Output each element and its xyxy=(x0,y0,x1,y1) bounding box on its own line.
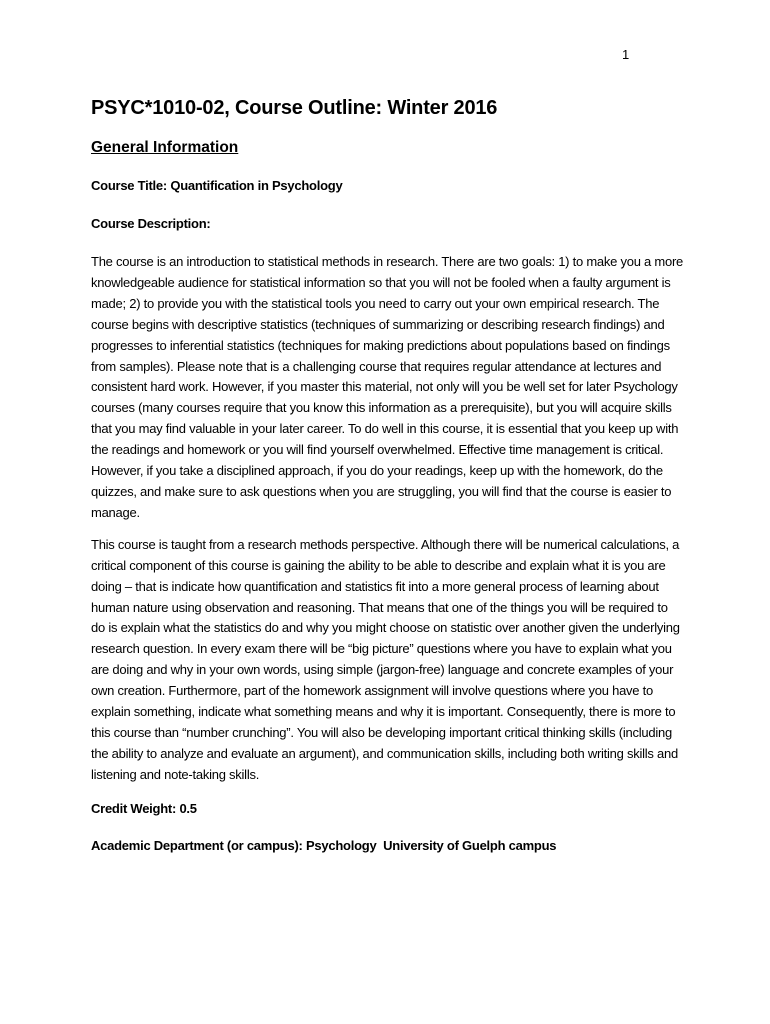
course-description-label: Course Description: xyxy=(91,216,211,231)
credit-weight: Credit Weight: 0.5 xyxy=(91,800,197,816)
academic-department: Academic Department (or campus): Psychology University of Guelph campus xyxy=(91,837,557,853)
page-content xyxy=(91,95,683,855)
page-number: 1 xyxy=(622,47,630,62)
section-heading-general-information: General Information xyxy=(91,139,239,156)
course-title: Course Title: Quantification in Psychology xyxy=(91,178,343,193)
course-description-paragraph-2: This course is taught from a research methods perspective. Although there will be numerical calculations, a critical component of this course is gaining the ability to be able to describe and explain what it is you are doing – that is indicate how quantification and statistics fit into a more general process of learning about human nature using observation and reasoning. That means that one of the things you will be required to do is explain what the statistics do and why you might choose on statistic over another given the underlying research question. In every exam there will be “big picture” questions where you have to explain what you are doing and why in your own words, using simple (jargon-free) language and concrete examples of your own creation. Furthermore, part of the homework assignment will involve questions where you have to explain something, indicate what something means and why it is important. Consequently, there is more to this course than “number crunching”. You will also be developing important critical thinking skills (including the ability to analyze and evaluate an argument), and communication skills, including both writing skills and listening and note-taking skills. xyxy=(91,536,680,782)
document-title: PSYC*1010-02, Course Outline: Winter 2016 xyxy=(91,97,498,119)
course-description-paragraph-1: The course is an introduction to statistical methods in research. There are two goals: 1) to make you a more knowledgeable audience for statistical information so that you will not be fooled when a faulty argument is made; 2) to provide you with the statistical tools you need to carry out your own empirical research. The course begins with descriptive statistics (techniques of summarizing or describing research findings) and progresses to inferential statistics (techniques for making predictions about populations based on findings from samples). Please note that is a challenging course that requires regular attendance at lectures and consistent hard work. However, if you master this material, not only will you be well set for later Psychology courses (many courses require that you know this information as a prerequisite), but you will acquire skills that you may find valuable in your later career. To do well in this course, it is essential that you keep up with the readings and homework or you will find yourself overwhelmed. Effective time management is critical. However, if you take a disciplined approach, if you do your readings, keep up with the homework, do the quizzes, and make sure to ask questions when you are struggling, you will find that the course is easier to manage. xyxy=(91,254,684,520)
